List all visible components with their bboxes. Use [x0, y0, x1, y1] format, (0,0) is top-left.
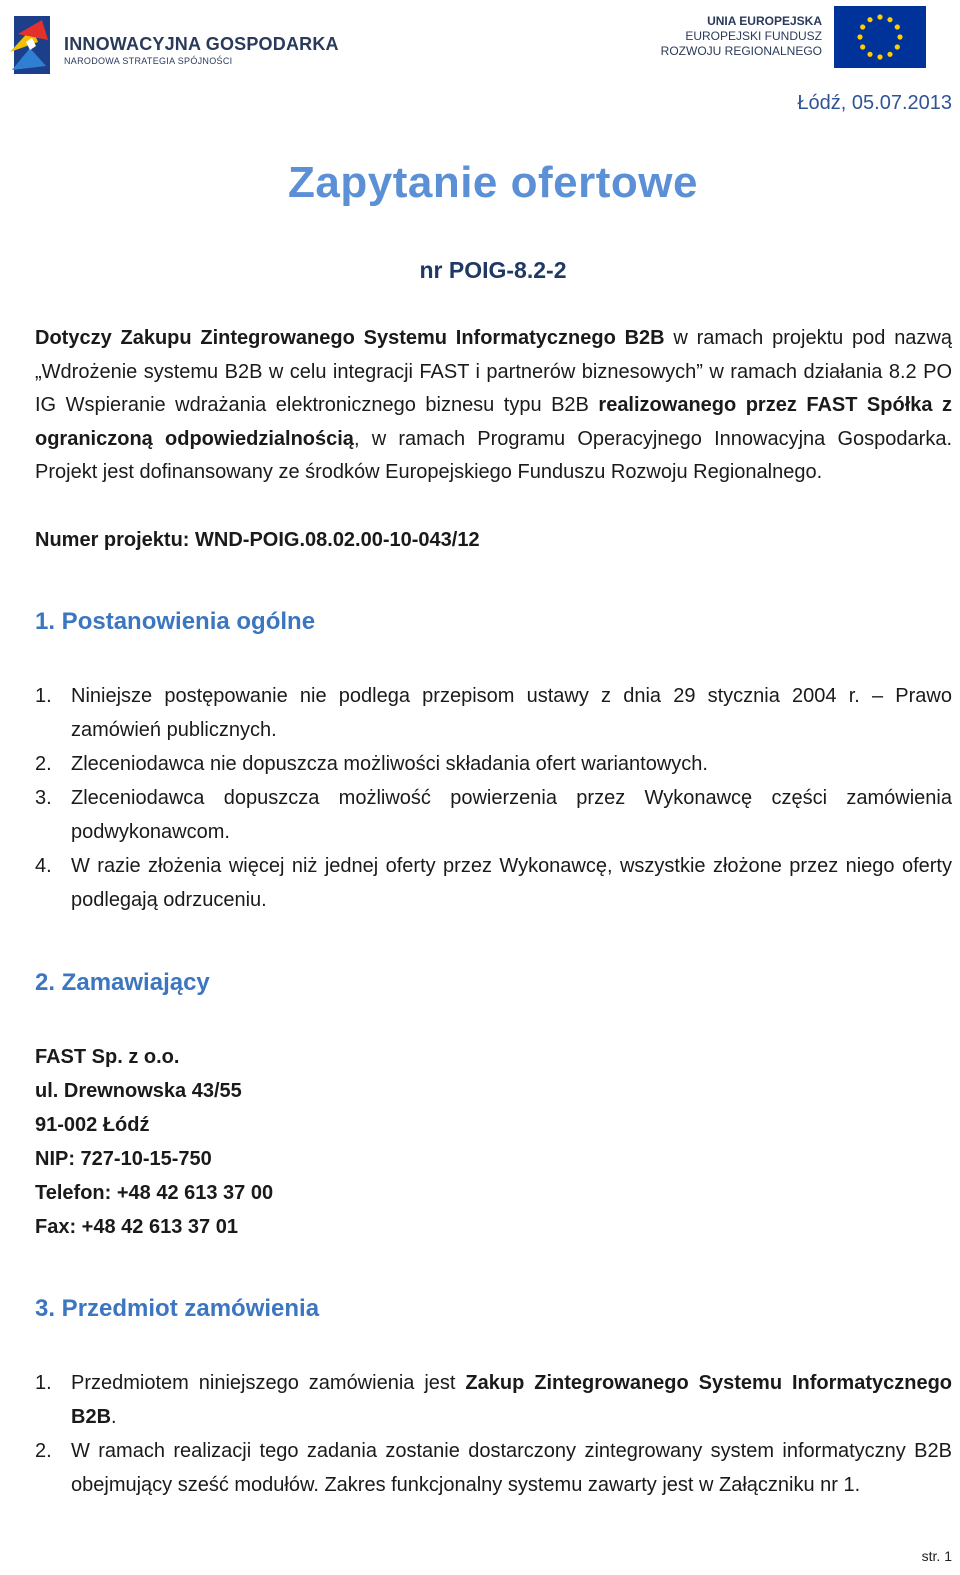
document-date: Łódź, 05.07.2013	[797, 92, 952, 114]
page-header	[0, 0, 960, 90]
list-item-number: 2.	[35, 753, 52, 775]
section-2-heading: 2. Zamawiający	[35, 969, 210, 996]
list-item	[35, 747, 952, 781]
section-1-list	[35, 679, 952, 917]
list-item-text: Zleceniodawca dopuszcza możliwość powierzenia przez Wykonawcę części zamówienia podwykonawcom.	[71, 787, 952, 843]
list-item-text: W razie złożenia więcej niż jednej oferty przez Wykonawcę, wszystkie złożone przez niego oferty podlegają odrzuceniu.	[71, 855, 952, 911]
list-item-text: Przedmiotem niniejszego zamówienia jest	[71, 1372, 466, 1394]
document-title: Zapytanie ofertowe	[288, 158, 698, 207]
ig-logo-icon	[8, 12, 56, 78]
ig-logo-title: INNOWACYJNA GOSPODARKA	[64, 34, 339, 54]
list-item-number: 1.	[35, 685, 52, 707]
intro-text-2: , w ramach Programu Operacyjnego Innowacyjna Gospodarka. Projekt jest dofinansowany ze środków Europejskiego Funduszu Rozwoju Regionalnego.	[35, 427, 952, 484]
list-item-bold: Zakup Zintegrowanego Systemu Informatycznego B2B	[71, 1372, 952, 1428]
list-item	[35, 781, 952, 849]
eu-logo-text	[661, 14, 822, 59]
intro-text-1: w ramach projektu pod nazwą „Wdrożenie systemu B2B w celu integracji FAST i partnerów biznesowych” w ramach działania 8.2 PO IG Wspieranie wdrażania elektronicznego biznesu typu B2B	[35, 327, 952, 417]
document-number: nr POIG-8.2-2	[419, 257, 567, 283]
page-number: str. 1	[921, 1548, 952, 1564]
list-item-number: 2.	[35, 1440, 52, 1462]
list-item-end: .	[111, 1406, 117, 1428]
section-3-list	[35, 1366, 952, 1502]
company-name: FAST Sp. z o.o.	[35, 1046, 180, 1068]
list-item-text: Zleceniodawca nie dopuszcza możliwości składania ofert wariantowych.	[71, 753, 708, 775]
list-item-number: 1.	[35, 1372, 52, 1394]
list-item	[35, 1434, 952, 1502]
fax-number: Fax: +48 42 613 37 01	[35, 1216, 238, 1238]
innowacyjna-gospodarka-logo	[8, 10, 339, 80]
list-item	[35, 679, 952, 747]
list-item	[35, 849, 952, 917]
postal-city: 91-002 Łódź	[35, 1114, 150, 1136]
project-number: Numer projektu: WND-POIG.08.02.00-10-043/12	[35, 529, 480, 551]
eu-logo-line2: EUROPEJSKI FUNDUSZ	[685, 29, 822, 43]
intro-bold-2: realizowanego przez FAST Spółka z ograniczoną odpowiedzialnością	[35, 394, 953, 450]
list-item-text: Niniejsze postępowanie nie podlega przepisom ustawy z dnia 29 stycznia 2004 r. – Prawo zamówień publicznych.	[71, 685, 952, 741]
eu-logo	[640, 6, 930, 70]
eu-flag-icon	[834, 6, 926, 68]
ig-logo-subtitle: NARODOWA STRATEGIA SPÓJNOŚCI	[64, 56, 233, 66]
nip-number: NIP: 727-10-15-750	[35, 1148, 212, 1170]
section-3-heading: 3. Przedmiot zamówienia	[35, 1295, 320, 1322]
section-1-heading: 1. Postanowienia ogólne	[35, 608, 316, 635]
list-item	[35, 1366, 952, 1434]
intro-paragraph	[35, 322, 952, 490]
contractor-address	[35, 1040, 273, 1244]
list-item-number: 3.	[35, 787, 52, 809]
eu-logo-line1: UNIA EUROPEJSKA	[707, 14, 822, 28]
list-item-number: 4.	[35, 855, 52, 877]
intro-bold-1: Dotyczy Zakupu Zintegrowanego Systemu Informatycznego B2B	[35, 327, 665, 349]
phone-number: Telefon: +48 42 613 37 00	[35, 1182, 274, 1204]
street-address: ul. Drewnowska 43/55	[35, 1080, 242, 1102]
eu-logo-line3: ROZWOJU REGIONALNEGO	[660, 44, 822, 58]
list-item-text: W ramach realizacji tego zadania zostanie dostarczony zintegrowany system informatyczny B2B obejmujący sześć modułów. Zakres funkcjonalny systemu zawarty jest w Załączniku nr 1.	[71, 1440, 952, 1496]
